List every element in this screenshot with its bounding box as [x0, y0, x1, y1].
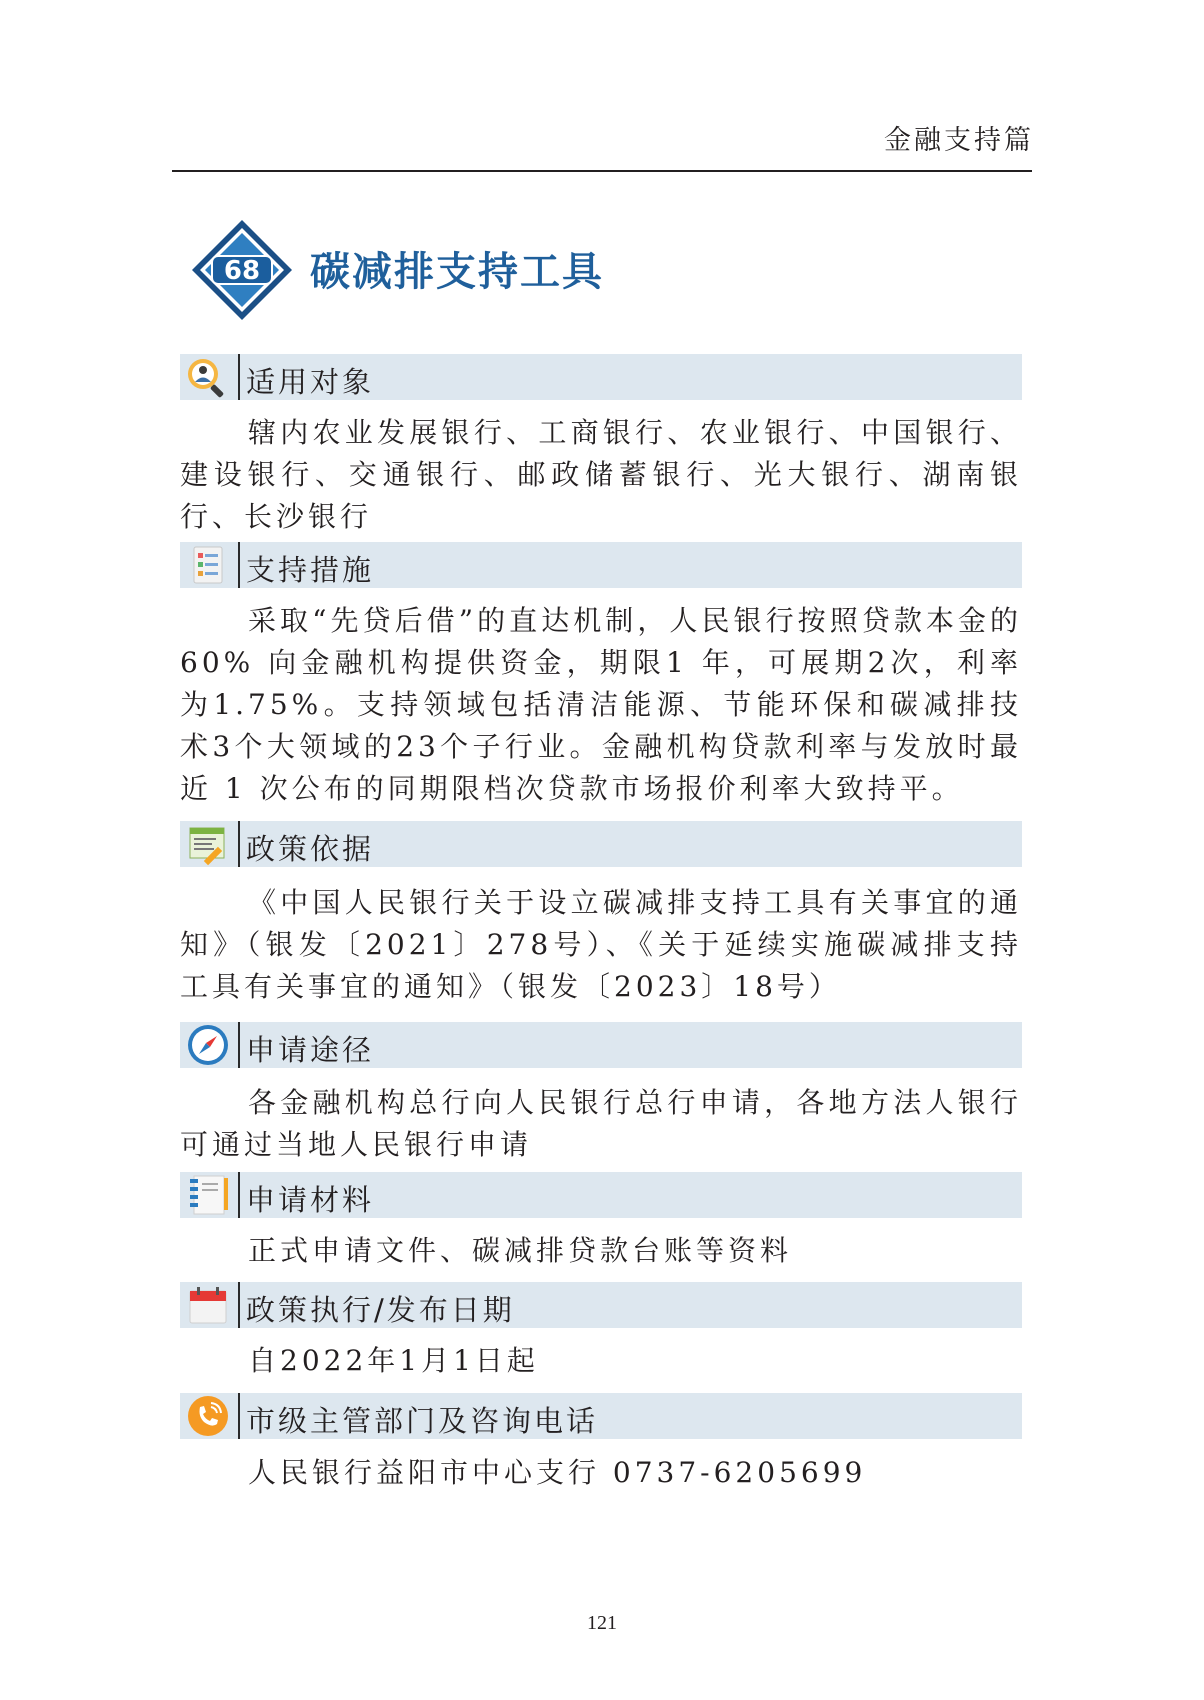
heading-separator [238, 354, 240, 400]
heading-separator [238, 1393, 240, 1439]
section-heading: 申请材料 [246, 1183, 375, 1217]
compass-icon [184, 1023, 232, 1067]
section-heading-bar [180, 542, 1022, 588]
section-heading-bar [180, 821, 1022, 867]
section-heading: 适用对象 [246, 365, 375, 399]
section-heading: 政策依据 [246, 832, 375, 866]
item-number: 68 [223, 256, 261, 286]
heading-separator [238, 1282, 240, 1328]
running-head: 金融支持篇 [884, 125, 1034, 156]
document-pencil-icon [184, 822, 232, 866]
item-number-badge [190, 218, 294, 322]
heading-separator [238, 1022, 240, 1068]
section-body: 自2022年1月1日起 [248, 1344, 539, 1377]
section-body: 《中国人民银行关于设立碳减排支持工具有关事宜的通知》（银发〔2021〕278号）、《关于延续实施碳减排支持工具有关事宜的通知》（银发〔2023〕18号） [180, 886, 1022, 1003]
header-rule [172, 170, 1032, 172]
section-heading-bar [180, 354, 1022, 400]
heading-separator [238, 821, 240, 867]
person-magnifier-icon [184, 355, 232, 399]
page-number: 121 [587, 1612, 617, 1634]
section-heading: 政策执行/发布日期 [246, 1293, 515, 1327]
section-body: 采取“先贷后借”的直达机制，人民银行按照贷款本金的 60% 向金融机构提供资金，期限1 年，可展期2次，利率为1.75%。支持领域包括清洁能源、节能环保和碳减排技术3个大领域的23个子行业。金融机构贷款利率与发放时最近 1 次公布的同期限档次贷款市场报价利率大致持平。 [180, 604, 1022, 805]
page-title: 碳减排支持工具 [310, 248, 604, 295]
section-body: 人民银行益阳市中心支行 0737-6205699 [248, 1456, 867, 1489]
section-heading-bar [180, 1393, 1022, 1439]
section-body: 辖内农业发展银行、工商银行、农业银行、中国银行、建设银行、交通银行、邮政储蓄银行、光大银行、湖南银行、长沙银行 [180, 416, 1022, 533]
heading-separator [238, 1172, 240, 1218]
phone-icon [184, 1394, 232, 1438]
section-heading: 市级主管部门及咨询电话 [246, 1404, 599, 1438]
section-heading: 申请途径 [246, 1033, 375, 1067]
section-heading-bar [180, 1022, 1022, 1068]
section-heading: 支持措施 [246, 553, 375, 587]
section-body: 正式申请文件、碳减排贷款台账等资料 [248, 1234, 793, 1267]
section-body: 各金融机构总行向人民银行总行申请，各地方法人银行可通过当地人民银行申请 [180, 1086, 1022, 1161]
section-heading-bar [180, 1172, 1022, 1218]
calendar-icon [184, 1283, 232, 1327]
checklist-icon [184, 543, 232, 587]
notebook-icon [184, 1173, 232, 1217]
heading-separator [238, 542, 240, 588]
section-heading-bar [180, 1282, 1022, 1328]
